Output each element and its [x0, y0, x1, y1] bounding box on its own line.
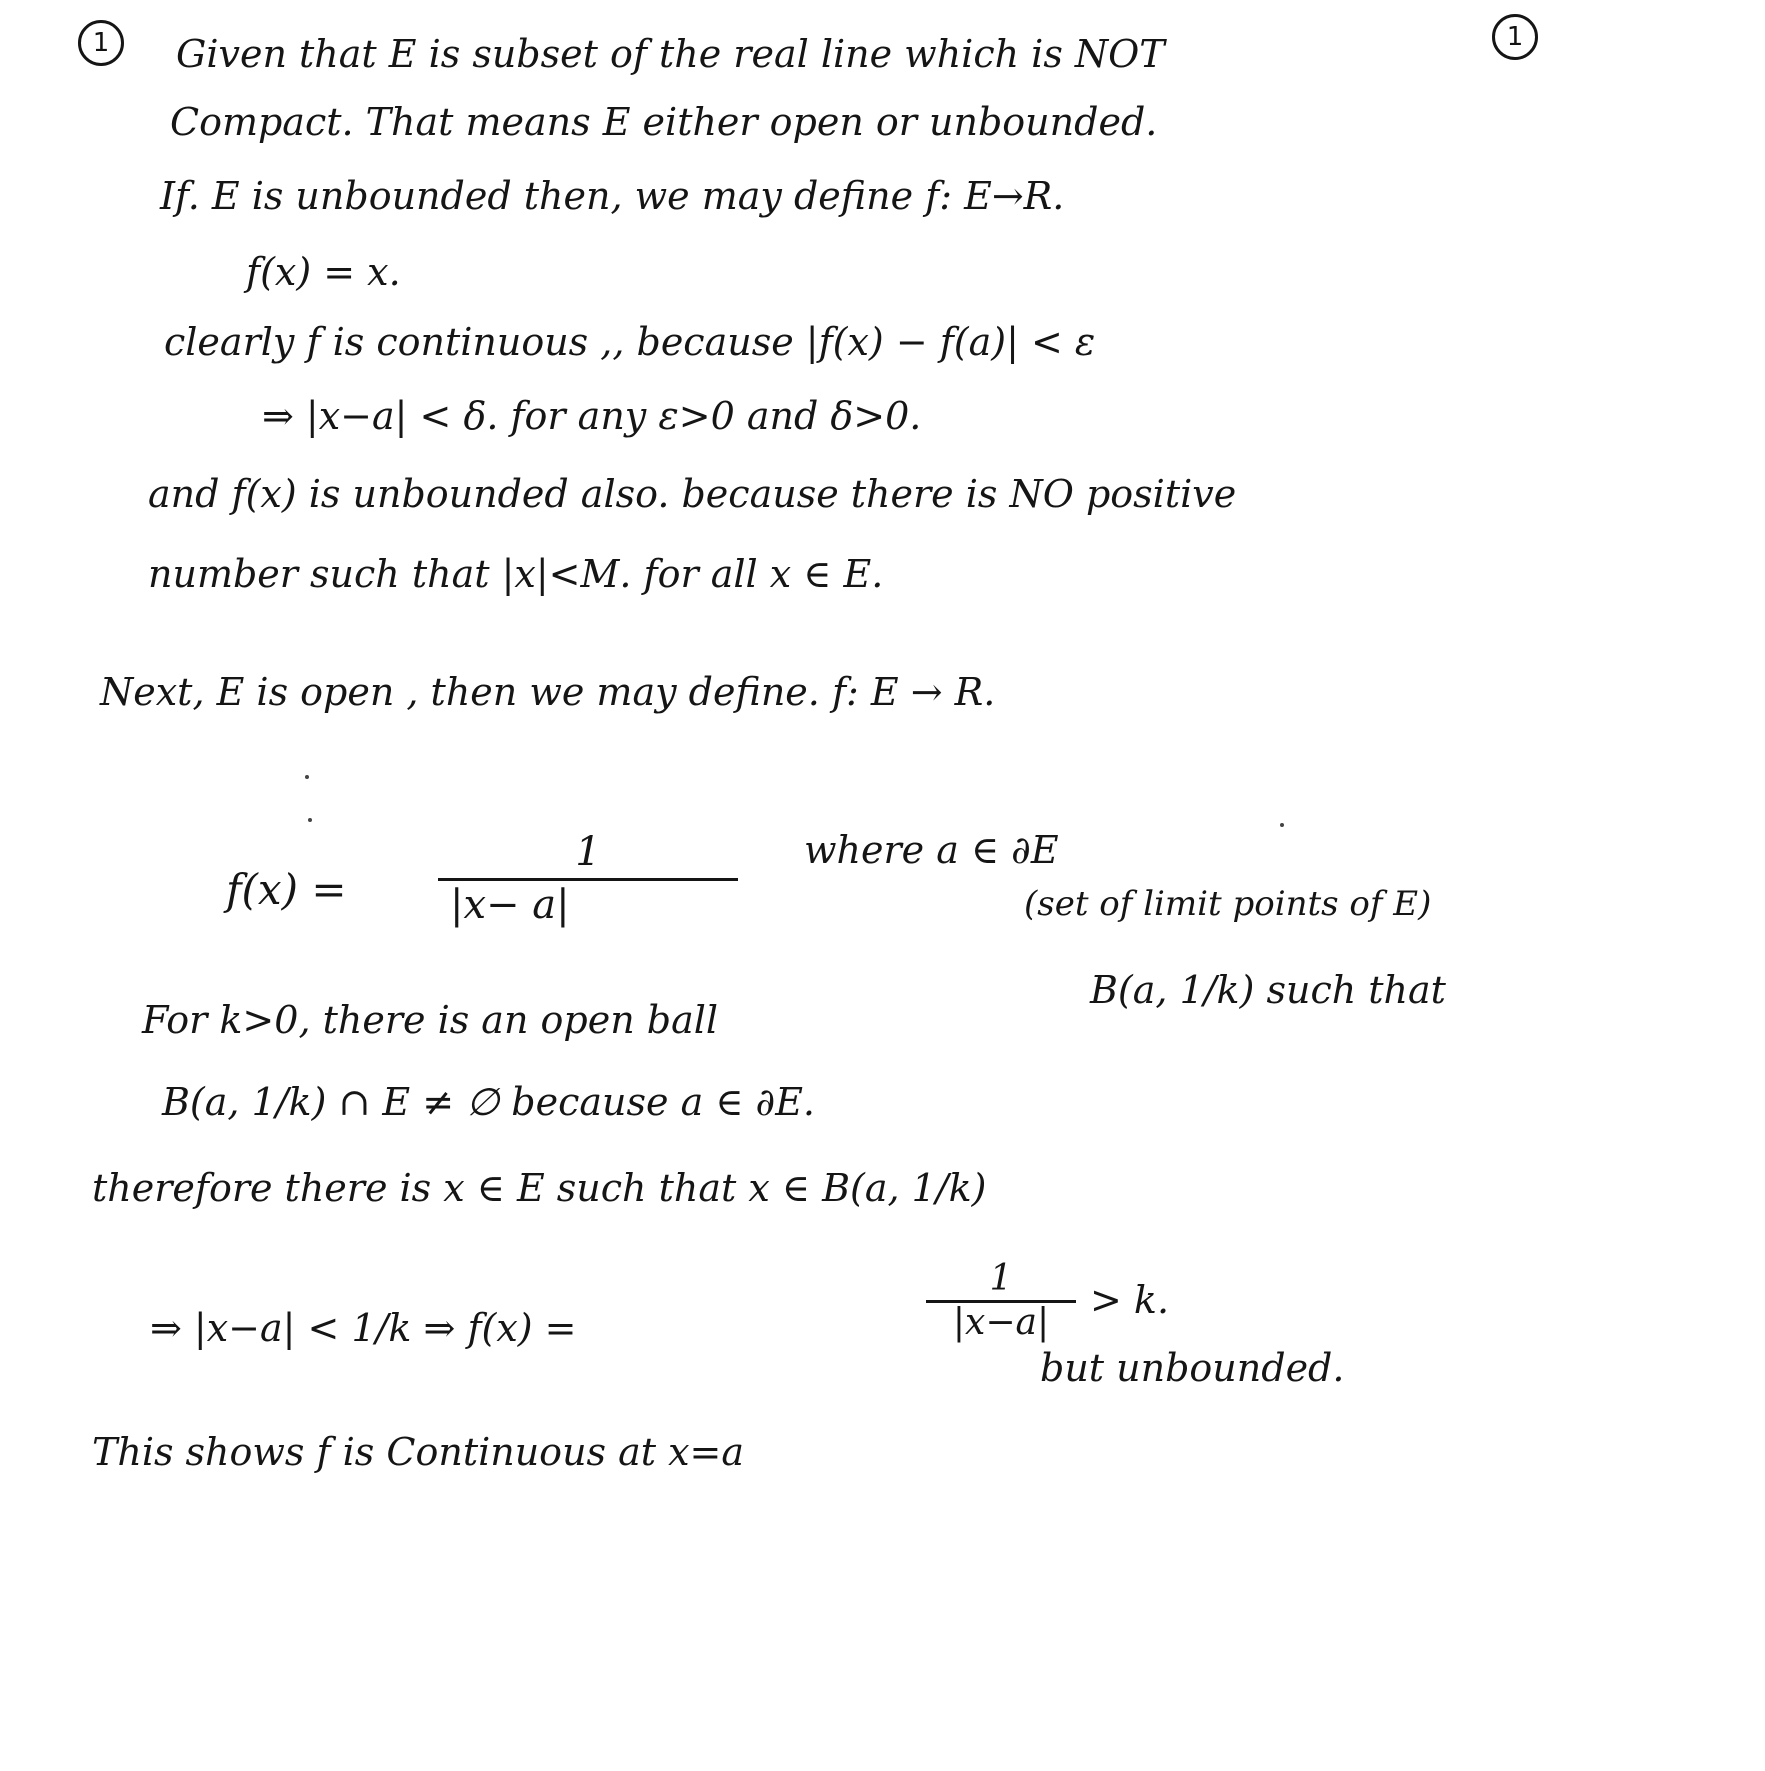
fraction-2	[926, 1258, 1076, 1343]
line-5: clearly f is continuous ,, because |f(x) − f(a)| < ε	[164, 320, 1096, 364]
line-6: ⇒ |x−a| < δ. for any ε>0 and δ>0.	[262, 394, 922, 438]
stray-mark	[305, 775, 309, 779]
stray-mark	[1280, 823, 1284, 827]
line-12-right: B(a, 1/k) such that	[1090, 968, 1446, 1012]
fraction-1	[438, 829, 738, 929]
line-3: If. E is unbounded then, we may define f: E→R.	[160, 174, 1065, 218]
line-15-left: ⇒ |x−a| < 1/k ⇒ f(x) =	[150, 1306, 577, 1350]
stray-mark	[308, 818, 312, 822]
line-10-where: where a ∈ ∂E	[804, 828, 1059, 872]
fraction-1-denominator: |x− a|	[450, 882, 570, 928]
line-9: Next, E is open , then we may define. f: E → R.	[100, 670, 996, 714]
line-13: B(a, 1/k) ∩ E ≠ ∅ because a ∈ ∂E.	[162, 1080, 816, 1124]
fraction-2-numerator: 1	[989, 1258, 1013, 1299]
line-15-right: > k.	[1090, 1278, 1170, 1322]
line-7: and f(x) is unbounded also. because there is NO positive	[148, 472, 1237, 516]
line-11: (set of limit points of E)	[1024, 884, 1432, 924]
question-number: 1	[78, 20, 124, 66]
line-14: therefore there is x ∈ E such that x ∈ B(a, 1/k)	[92, 1166, 987, 1210]
fraction-2-denominator: |x−a|	[952, 1302, 1050, 1343]
line-8: number such that |x|<M. for all x ∈ E.	[148, 552, 884, 596]
line-10-lhs: f(x) =	[226, 865, 347, 914]
line-1: Given that E is subset of the real line which is NOT	[176, 32, 1165, 76]
line-4: f(x) = x.	[246, 250, 401, 294]
line-2: Compact. That means E either open or unbounded.	[170, 100, 1158, 144]
line-12-left: For k>0, there is an open ball	[142, 998, 719, 1042]
line-16: but unbounded.	[1040, 1346, 1345, 1390]
fraction-1-numerator: 1	[575, 829, 601, 875]
page-number: 1	[1492, 14, 1538, 60]
line-17: This shows f is Continuous at x=a	[92, 1430, 745, 1474]
